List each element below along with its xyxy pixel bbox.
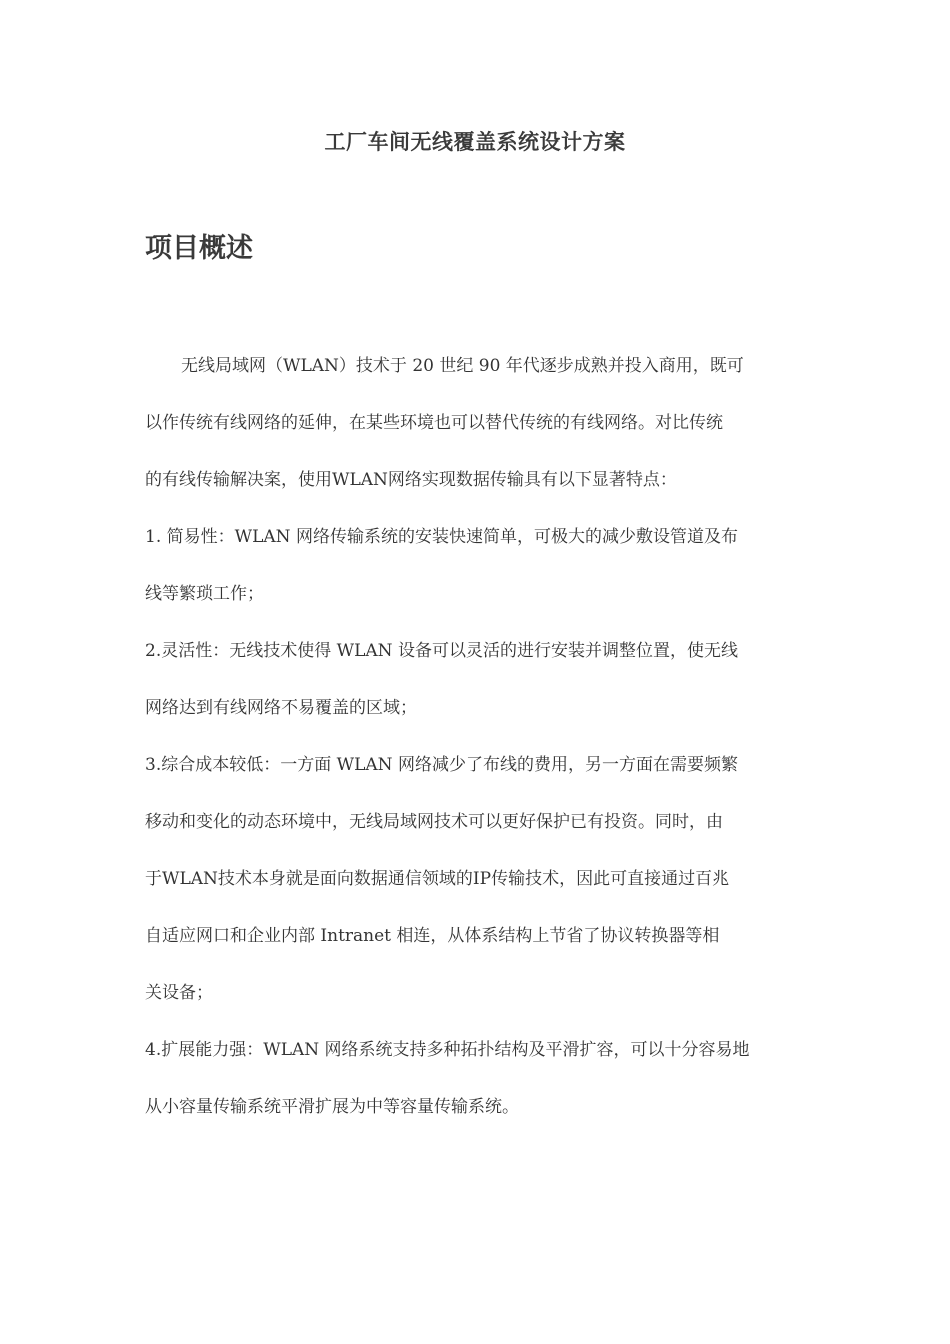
list-item-line: 关设备；	[145, 983, 213, 1003]
document-title: 工厂车间无线覆盖系统设计方案	[324, 130, 626, 154]
list-item-line: 移动和变化的动态环境中，无线局域网技术可以更好保护已有投资。同时，由	[145, 812, 723, 832]
list-item-line: 2.灵活性：无线技术使得 WLAN 设备可以灵活的进行安装并调整位置，使无线	[145, 641, 738, 661]
paragraph-line: 以作传统有线网络的延伸，在某些环境也可以替代传统的有线网络。对比传统	[145, 413, 723, 433]
list-item-line: 网络达到有线网络不易覆盖的区域；	[145, 698, 417, 718]
paragraph-line: 的有线传输解决案，使用WLAN网络实现数据传输具有以下显著特点：	[145, 470, 677, 490]
list-item-line: 从小容量传输系统平滑扩展为中等容量传输系统。	[145, 1097, 519, 1117]
body-text	[145, 350, 810, 1148]
list-item-line: 4.扩展能力强：WLAN 网络系统支持多种拓扑结构及平滑扩容，可以十分容易地	[145, 1040, 750, 1060]
list-item-line: 自适应网口和企业内部 Intranet 相连，从体系结构上节省了协议转换器等相	[145, 926, 720, 946]
paragraph-line: 无线局域网（WLAN）技术于 20 世纪 90 年代逐步成熟并投入商用，既可	[181, 356, 744, 376]
list-item-line: 于WLAN技术本身就是面向数据通信领域的IP传输技术，因此可直接通过百兆	[145, 869, 730, 889]
list-item-line: 线等繁琐工作；	[145, 584, 264, 604]
list-item-line: 3.综合成本较低：一方面 WLAN 网络减少了布线的费用，另一方面在需要频繁	[145, 755, 738, 775]
section-heading: 项目概述	[145, 233, 253, 264]
list-item-line: 1. 简易性：WLAN 网络传输系统的安装快速简单，可极大的减少敷设管道及布	[145, 527, 738, 547]
